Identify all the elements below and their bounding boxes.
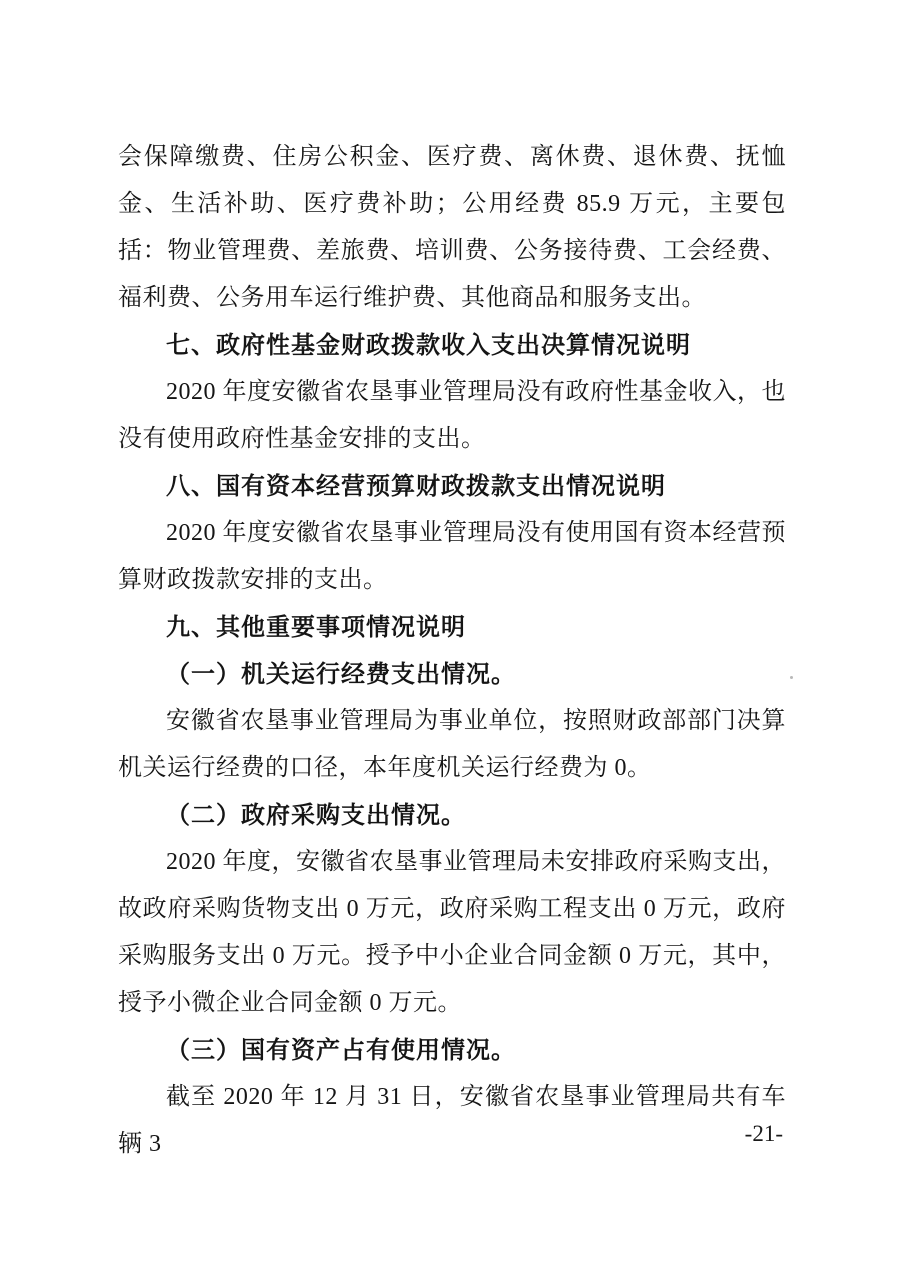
paragraph-section-eight: 2020 年度安徽省农垦事业管理局没有使用国有资本经营预算财政拨款安排的支出。 (118, 520, 786, 593)
page-number: -21- (744, 1121, 783, 1146)
heading-item-two-procurement: （二）政府采购支出情况。 (166, 802, 466, 829)
scan-artifact-dot (790, 676, 793, 679)
heading-section-nine-other-matters: 九、其他重要事项情况说明 (166, 614, 466, 641)
paragraph-item-three-state-assets: 截至 2020 年 12 月 31 日，安徽省农垦事业管理局共有车辆 3 (118, 1084, 786, 1157)
heading-section-seven-government-funds: 七、政府性基金财政拨款收入支出决算情况说明 (166, 332, 691, 359)
heading-section-eight-state-capital: 八、国有资本经营预算财政拨款支出情况说明 (166, 473, 666, 500)
paragraph-section-seven: 2020 年度安徽省农垦事业管理局没有政府性基金收入，也没有使用政府性基金安排的支出。 (118, 379, 786, 452)
paragraph-basic-expense-detail: 会保障缴费、住房公积金、医疗费、离休费、退休费、抚恤金、生活补助、医疗费补助；公用经费 85.9 万元，主要包括：物业管理费、差旅费、培训费、公务接待费、工会经费、福利费、公务用车运行维护费、其他商品和服务支出。 (118, 144, 786, 311)
paragraph-item-two-procurement: 2020 年度，安徽省农垦事业管理局未安排政府采购支出，故政府采购货物支出 0 万元，政府采购工程支出 0 万元，政府采购服务支出 0 万元。授予中小企业合同金额 0 万元，其中，授予小微企业合同金额 0 万元。 (118, 849, 786, 1016)
document-body (118, 134, 786, 1168)
heading-item-one-operating-expense: （一）机关运行经费支出情况。 (166, 661, 516, 688)
heading-item-three-state-assets: （三）国有资产占有使用情况。 (166, 1037, 516, 1064)
paragraph-item-one-operating-expense: 安徽省农垦事业管理局为事业单位，按照财政部部门决算机关运行经费的口径，本年度机关运行经费为 0。 (118, 708, 786, 781)
